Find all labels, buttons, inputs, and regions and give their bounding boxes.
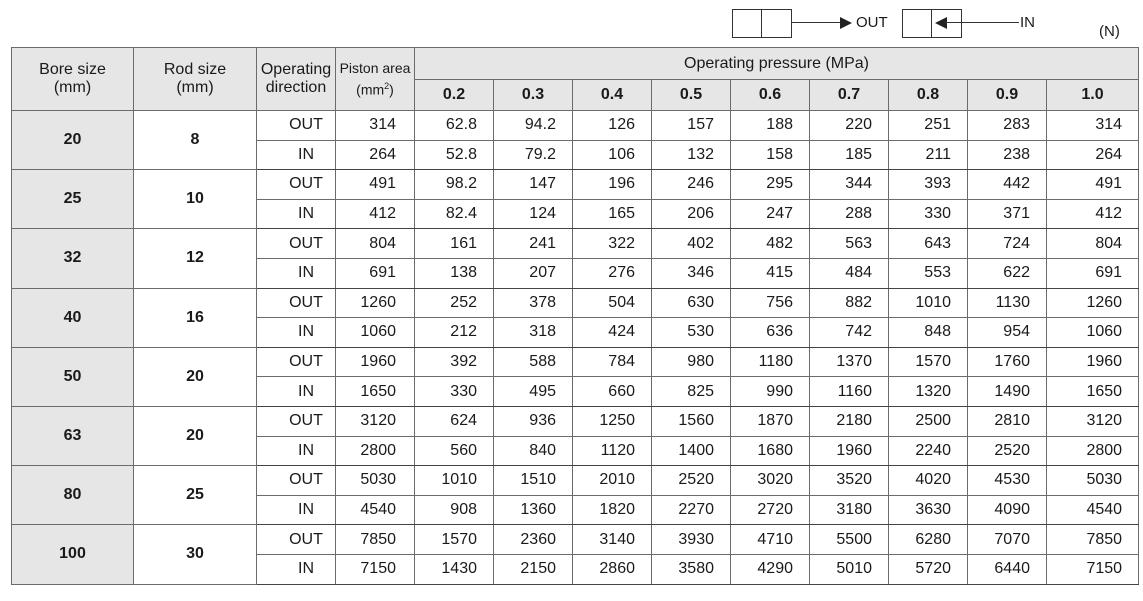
direction-cell: IN xyxy=(257,495,336,525)
rod-size-cell: 20 xyxy=(134,406,257,465)
force-value-cell: 2720 xyxy=(731,495,810,525)
force-value-cell: 1010 xyxy=(889,288,968,318)
force-value-cell: 1490 xyxy=(968,377,1047,407)
piston-area-cell: 412 xyxy=(336,199,415,229)
force-value-cell: 530 xyxy=(652,318,731,348)
table-row xyxy=(12,347,1139,377)
force-value-cell: 165 xyxy=(573,199,652,229)
force-value-cell: 2800 xyxy=(1047,436,1139,466)
force-value-cell: 804 xyxy=(1047,229,1139,259)
piston-area-cell: 491 xyxy=(336,170,415,200)
force-value-cell: 2270 xyxy=(652,495,731,525)
force-value-cell: 2860 xyxy=(573,554,652,584)
piston-area-cell: 1260 xyxy=(336,288,415,318)
rod-size-cell: 20 xyxy=(134,347,257,406)
direction-cell: OUT xyxy=(257,525,336,555)
piston-area-cell: 314 xyxy=(336,111,415,141)
header-pressure-0: 0.2 xyxy=(415,80,494,111)
force-value-cell: 161 xyxy=(415,229,494,259)
direction-cell: IN xyxy=(257,318,336,348)
force-value-cell: 138 xyxy=(415,258,494,288)
force-value-cell: 212 xyxy=(415,318,494,348)
direction-legend xyxy=(732,8,1137,40)
force-value-cell: 484 xyxy=(810,258,889,288)
header-pressure-6: 0.8 xyxy=(889,80,968,111)
arrow-right-icon xyxy=(840,17,852,29)
force-value-cell: 504 xyxy=(573,288,652,318)
table-row xyxy=(12,111,1139,141)
force-value-cell: 636 xyxy=(731,318,810,348)
rod-in-line xyxy=(945,22,1019,23)
piston-area-cell: 7850 xyxy=(336,525,415,555)
bore-size-cell: 40 xyxy=(12,288,134,347)
bore-size-cell: 25 xyxy=(12,170,134,229)
force-value-cell: 624 xyxy=(415,406,494,436)
direction-cell: IN xyxy=(257,377,336,407)
force-value-cell: 4090 xyxy=(968,495,1047,525)
header-bore-size: Bore size (mm) xyxy=(12,48,134,111)
header-pressure-8: 1.0 xyxy=(1047,80,1139,111)
force-value-cell: 241 xyxy=(494,229,573,259)
force-value-cell: 246 xyxy=(652,170,731,200)
force-value-cell: 7150 xyxy=(1047,554,1139,584)
table-row xyxy=(12,170,1139,200)
header-pressure-5: 0.7 xyxy=(810,80,889,111)
force-value-cell: 482 xyxy=(731,229,810,259)
table-row xyxy=(12,525,1139,555)
force-value-cell: 2150 xyxy=(494,554,573,584)
force-value-cell: 4530 xyxy=(968,466,1047,496)
force-value-cell: 207 xyxy=(494,258,573,288)
bore-size-cell: 100 xyxy=(12,525,134,584)
piston-area-cell: 804 xyxy=(336,229,415,259)
bore-size-cell: 63 xyxy=(12,406,134,465)
cylinder-in-icon xyxy=(902,9,962,38)
force-value-cell: 1400 xyxy=(652,436,731,466)
rod-size-cell: 10 xyxy=(134,170,257,229)
bore-size-cell: 20 xyxy=(12,111,134,170)
force-value-cell: 276 xyxy=(573,258,652,288)
force-value-cell: 412 xyxy=(1047,199,1139,229)
force-value-cell: 1680 xyxy=(731,436,810,466)
rod-size-cell: 12 xyxy=(134,229,257,288)
force-value-cell: 52.8 xyxy=(415,140,494,170)
force-value-cell: 3020 xyxy=(731,466,810,496)
piston-area-cell: 2800 xyxy=(336,436,415,466)
force-value-cell: 3930 xyxy=(652,525,731,555)
force-value-cell: 588 xyxy=(494,347,573,377)
piston-area-cell: 1960 xyxy=(336,347,415,377)
force-value-cell: 126 xyxy=(573,111,652,141)
force-value-cell: 1250 xyxy=(573,406,652,436)
piston-area-cell: 691 xyxy=(336,258,415,288)
force-value-cell: 295 xyxy=(731,170,810,200)
header-operating-pressure: Operating pressure (MPa) xyxy=(415,48,1139,80)
force-value-cell: 491 xyxy=(1047,170,1139,200)
force-value-cell: 79.2 xyxy=(494,140,573,170)
direction-cell: OUT xyxy=(257,406,336,436)
force-value-cell: 238 xyxy=(968,140,1047,170)
force-value-cell: 825 xyxy=(652,377,731,407)
force-value-cell: 124 xyxy=(494,199,573,229)
force-value-cell: 3630 xyxy=(889,495,968,525)
force-value-cell: 7850 xyxy=(1047,525,1139,555)
force-value-cell: 371 xyxy=(968,199,1047,229)
direction-cell: OUT xyxy=(257,229,336,259)
force-value-cell: 980 xyxy=(652,347,731,377)
force-value-cell: 882 xyxy=(810,288,889,318)
bore-size-cell: 50 xyxy=(12,347,134,406)
force-value-cell: 346 xyxy=(652,258,731,288)
force-value-cell: 1180 xyxy=(731,347,810,377)
force-value-cell: 415 xyxy=(731,258,810,288)
force-value-cell: 1430 xyxy=(415,554,494,584)
force-value-cell: 3180 xyxy=(810,495,889,525)
force-value-cell: 643 xyxy=(889,229,968,259)
direction-cell: IN xyxy=(257,554,336,584)
force-value-cell: 1870 xyxy=(731,406,810,436)
force-value-cell: 1360 xyxy=(494,495,573,525)
force-value-cell: 4710 xyxy=(731,525,810,555)
header-pressure-1: 0.3 xyxy=(494,80,573,111)
force-value-cell: 220 xyxy=(810,111,889,141)
table-row xyxy=(12,406,1139,436)
force-value-cell: 206 xyxy=(652,199,731,229)
force-value-cell: 560 xyxy=(415,436,494,466)
piston-area-cell: 7150 xyxy=(336,554,415,584)
legend-out-label: OUT xyxy=(856,14,888,31)
force-value-cell: 1370 xyxy=(810,347,889,377)
force-value-cell: 1960 xyxy=(810,436,889,466)
force-value-cell: 1130 xyxy=(968,288,1047,318)
force-value-cell: 1570 xyxy=(415,525,494,555)
direction-cell: OUT xyxy=(257,170,336,200)
force-value-cell: 1160 xyxy=(810,377,889,407)
force-value-cell: 158 xyxy=(731,140,810,170)
force-value-cell: 392 xyxy=(415,347,494,377)
force-value-cell: 211 xyxy=(889,140,968,170)
force-value-cell: 252 xyxy=(415,288,494,318)
force-value-cell: 288 xyxy=(810,199,889,229)
force-value-cell: 314 xyxy=(1047,111,1139,141)
piston-area-cell: 4540 xyxy=(336,495,415,525)
force-value-cell: 6280 xyxy=(889,525,968,555)
force-value-cell: 784 xyxy=(573,347,652,377)
force-value-cell: 1760 xyxy=(968,347,1047,377)
force-value-cell: 660 xyxy=(573,377,652,407)
force-value-cell: 848 xyxy=(889,318,968,348)
direction-cell: IN xyxy=(257,258,336,288)
header-pressure-3: 0.5 xyxy=(652,80,731,111)
force-value-cell: 344 xyxy=(810,170,889,200)
force-value-cell: 1560 xyxy=(652,406,731,436)
force-value-cell: 424 xyxy=(573,318,652,348)
legend-in-label: IN xyxy=(1020,14,1035,31)
force-value-cell: 908 xyxy=(415,495,494,525)
force-value-cell: 2810 xyxy=(968,406,1047,436)
force-value-cell: 1960 xyxy=(1047,347,1139,377)
force-value-cell: 2240 xyxy=(889,436,968,466)
force-value-cell: 147 xyxy=(494,170,573,200)
force-value-cell: 132 xyxy=(652,140,731,170)
force-value-cell: 5010 xyxy=(810,554,889,584)
header-pressure-2: 0.4 xyxy=(573,80,652,111)
force-value-cell: 3580 xyxy=(652,554,731,584)
unit-label: (N) xyxy=(1099,23,1120,40)
force-value-cell: 196 xyxy=(573,170,652,200)
force-value-cell: 4020 xyxy=(889,466,968,496)
piston-area-cell: 3120 xyxy=(336,406,415,436)
force-value-cell: 724 xyxy=(968,229,1047,259)
force-value-cell: 1510 xyxy=(494,466,573,496)
force-value-cell: 442 xyxy=(968,170,1047,200)
header-piston-area: Piston area $(mm^2)$ xyxy=(336,48,415,111)
force-value-cell: 330 xyxy=(415,377,494,407)
force-value-cell: 3520 xyxy=(810,466,889,496)
bore-size-cell: 32 xyxy=(12,229,134,288)
force-value-cell: 954 xyxy=(968,318,1047,348)
force-value-cell: 1260 xyxy=(1047,288,1139,318)
force-value-cell: 188 xyxy=(731,111,810,141)
piston-area-cell: 264 xyxy=(336,140,415,170)
direction-cell: OUT xyxy=(257,288,336,318)
force-value-cell: 5030 xyxy=(1047,466,1139,496)
force-value-cell: 264 xyxy=(1047,140,1139,170)
direction-cell: OUT xyxy=(257,466,336,496)
table-row xyxy=(12,466,1139,496)
bore-size-cell: 80 xyxy=(12,466,134,525)
header-pressure-7: 0.9 xyxy=(968,80,1047,111)
rod-out-line xyxy=(792,22,844,23)
force-value-cell: 1060 xyxy=(1047,318,1139,348)
theoretical-output-table xyxy=(11,47,1139,585)
force-value-cell: 840 xyxy=(494,436,573,466)
force-value-cell: 2520 xyxy=(968,436,1047,466)
force-value-cell: 98.2 xyxy=(415,170,494,200)
table-row xyxy=(12,229,1139,259)
direction-cell: IN xyxy=(257,436,336,466)
direction-cell: OUT xyxy=(257,347,336,377)
rod-size-cell: 25 xyxy=(134,466,257,525)
force-value-cell: 82.4 xyxy=(415,199,494,229)
force-value-cell: 1570 xyxy=(889,347,968,377)
force-value-cell: 622 xyxy=(968,258,1047,288)
force-value-cell: 2520 xyxy=(652,466,731,496)
force-value-cell: 3120 xyxy=(1047,406,1139,436)
rod-size-cell: 30 xyxy=(134,525,257,584)
force-value-cell: 1650 xyxy=(1047,377,1139,407)
direction-cell: IN xyxy=(257,140,336,170)
force-value-cell: 2500 xyxy=(889,406,968,436)
direction-cell: IN xyxy=(257,199,336,229)
force-value-cell: 936 xyxy=(494,406,573,436)
header-rod-size: Rod size (mm) xyxy=(134,48,257,111)
force-value-cell: 106 xyxy=(573,140,652,170)
force-value-cell: 4290 xyxy=(731,554,810,584)
header-operating-direction: Operating direction xyxy=(257,48,336,111)
force-value-cell: 283 xyxy=(968,111,1047,141)
force-value-cell: 4540 xyxy=(1047,495,1139,525)
force-value-cell: 2360 xyxy=(494,525,573,555)
force-value-cell: 157 xyxy=(652,111,731,141)
force-value-cell: 94.2 xyxy=(494,111,573,141)
force-value-cell: 1320 xyxy=(889,377,968,407)
force-value-cell: 691 xyxy=(1047,258,1139,288)
force-value-cell: 185 xyxy=(810,140,889,170)
force-value-cell: 1010 xyxy=(415,466,494,496)
force-value-cell: 330 xyxy=(889,199,968,229)
force-value-cell: 251 xyxy=(889,111,968,141)
force-value-cell: 7070 xyxy=(968,525,1047,555)
force-value-cell: 6440 xyxy=(968,554,1047,584)
force-value-cell: 2180 xyxy=(810,406,889,436)
force-value-cell: 393 xyxy=(889,170,968,200)
force-value-cell: 318 xyxy=(494,318,573,348)
force-value-cell: 742 xyxy=(810,318,889,348)
direction-cell: OUT xyxy=(257,111,336,141)
force-value-cell: 3140 xyxy=(573,525,652,555)
rod-size-cell: 16 xyxy=(134,288,257,347)
header-pressure-4: 0.6 xyxy=(731,80,810,111)
force-value-cell: 2010 xyxy=(573,466,652,496)
piston-area-cell: 5030 xyxy=(336,466,415,496)
force-value-cell: 402 xyxy=(652,229,731,259)
force-value-cell: 1120 xyxy=(573,436,652,466)
force-value-cell: 62.8 xyxy=(415,111,494,141)
force-value-cell: 5500 xyxy=(810,525,889,555)
force-value-cell: 563 xyxy=(810,229,889,259)
force-value-cell: 1820 xyxy=(573,495,652,525)
cylinder-out-icon xyxy=(732,9,792,38)
force-value-cell: 630 xyxy=(652,288,731,318)
force-value-cell: 495 xyxy=(494,377,573,407)
force-value-cell: 247 xyxy=(731,199,810,229)
rod-size-cell: 8 xyxy=(134,111,257,170)
arrow-left-icon xyxy=(935,17,947,29)
force-value-cell: 322 xyxy=(573,229,652,259)
force-value-cell: 378 xyxy=(494,288,573,318)
force-value-cell: 756 xyxy=(731,288,810,318)
piston-area-cell: 1650 xyxy=(336,377,415,407)
piston-area-cell: 1060 xyxy=(336,318,415,348)
table-row xyxy=(12,288,1139,318)
force-value-cell: 553 xyxy=(889,258,968,288)
force-value-cell: 990 xyxy=(731,377,810,407)
force-value-cell: 5720 xyxy=(889,554,968,584)
